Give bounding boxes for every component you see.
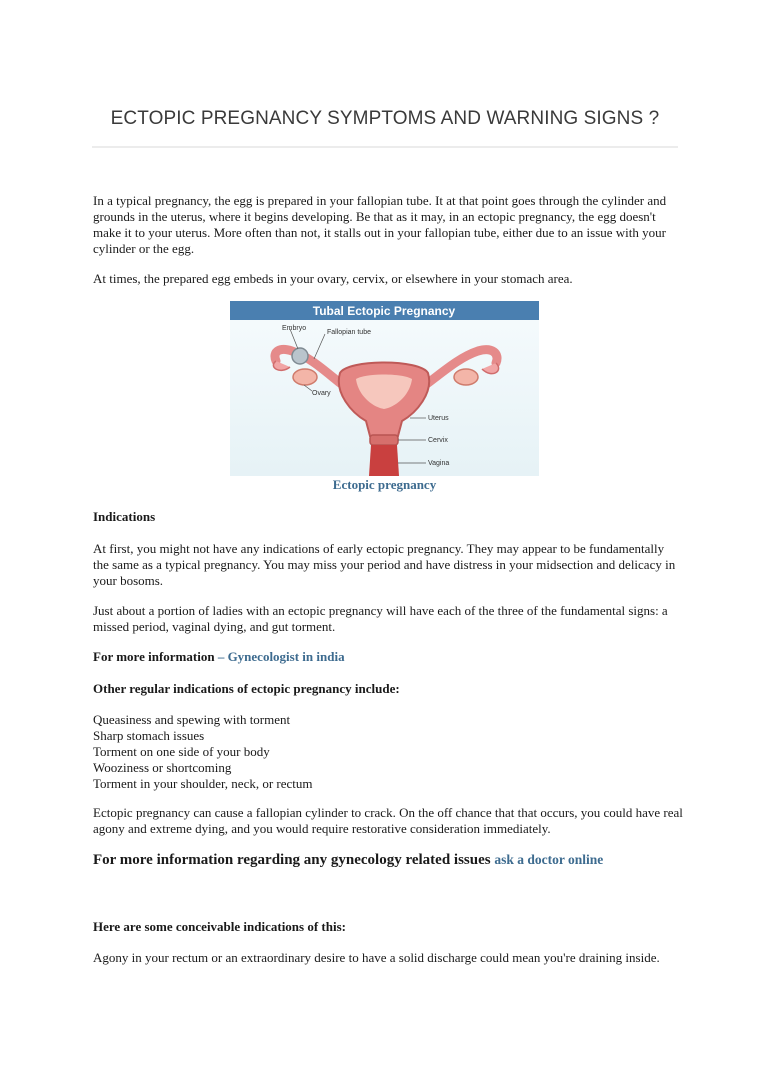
vagina-shape <box>369 445 399 476</box>
at-times-paragraph: At times, the prepared egg embeds in your ovary, cervix, or elsewhere in your stomach area. <box>93 271 573 286</box>
label-uterus: Uterus <box>428 415 449 422</box>
label-fallopian-tube: Fallopian tube <box>327 329 371 336</box>
symptom-list <box>93 712 683 792</box>
tubal-ectopic-diagram <box>230 301 539 476</box>
embryo-mark <box>292 348 308 364</box>
symptom-item: Torment on one side of your body <box>93 744 270 759</box>
more-info-dash: – <box>214 649 228 664</box>
label-embryo: Embryo <box>282 325 307 332</box>
figure-caption: Ectopic pregnancy <box>332 477 437 492</box>
symptom-item: Wooziness or shortcoming <box>93 760 232 775</box>
indications-paragraph-2: Just about a portion of ladies with an ectopic pregnancy will have each of the three of the fundamental signs: a missed period, vaginal dying, and gut torment. <box>93 603 668 634</box>
gynecologist-link[interactable]: Gynecologist in india <box>227 649 345 664</box>
label-cervix: Cervix <box>428 437 448 444</box>
ask-doctor-text: For more information regarding any gynecology related issues <box>93 852 495 868</box>
diagram-title: Tubal Ectopic Pregnancy <box>312 304 456 318</box>
label-ovary: Ovary <box>312 390 331 397</box>
ask-doctor-line <box>93 851 683 869</box>
label-vagina: Vagina <box>428 460 450 467</box>
ask-doctor-link[interactable]: ask a doctor online <box>494 852 604 867</box>
last-paragraph: Agony in your rectum or an extraordinary desire to have a solid discharge could mean you're draining inside. <box>93 950 660 965</box>
left-ovary <box>293 369 317 385</box>
crack-paragraph: Ectopic pregnancy can cause a fallopian cylinder to crack. On the off chance that that occurs, you could have real agony and extreme dying, and you would require restorative consideration immediately. <box>93 805 683 836</box>
symptom-item: Queasiness and spewing with torment <box>93 712 291 727</box>
other-indications-heading: Other regular indications of ectopic pregnancy include: <box>93 681 400 696</box>
right-ovary <box>454 369 478 385</box>
page-title: ECTOPIC PREGNANCY SYMPTOMS AND WARNING SIGNS ? <box>110 108 660 129</box>
conceivable-heading: Here are some conceivable indications of this: <box>93 919 346 934</box>
indications-heading: Indications <box>93 509 156 524</box>
symptom-item: Torment in your shoulder, neck, or rectum <box>93 776 313 791</box>
cervix-shape <box>370 435 398 445</box>
more-info-label: For more information <box>93 649 215 664</box>
indications-paragraph-1: At first, you might not have any indications of early ectopic pregnancy. They may appear to be fundamentally the same as a typical pregnancy. You may miss your period and have distress in your midsection and delicacy in your bosoms. <box>93 541 676 588</box>
intro-paragraph: In a typical pregnancy, the egg is prepared in your fallopian tube. It at that point goes through the cylinder and grounds in the uterus, where it begins developing. Be that as it may, in an ectopic pregnancy, the egg doesn't make it to your uterus. More often than not, it stalls out in your fallopian tube, either due to an issue with your cylinder or the egg. <box>93 193 667 256</box>
symptom-item: Sharp stomach issues <box>93 728 205 743</box>
title-divider <box>92 146 678 148</box>
more-info-line <box>93 649 683 665</box>
